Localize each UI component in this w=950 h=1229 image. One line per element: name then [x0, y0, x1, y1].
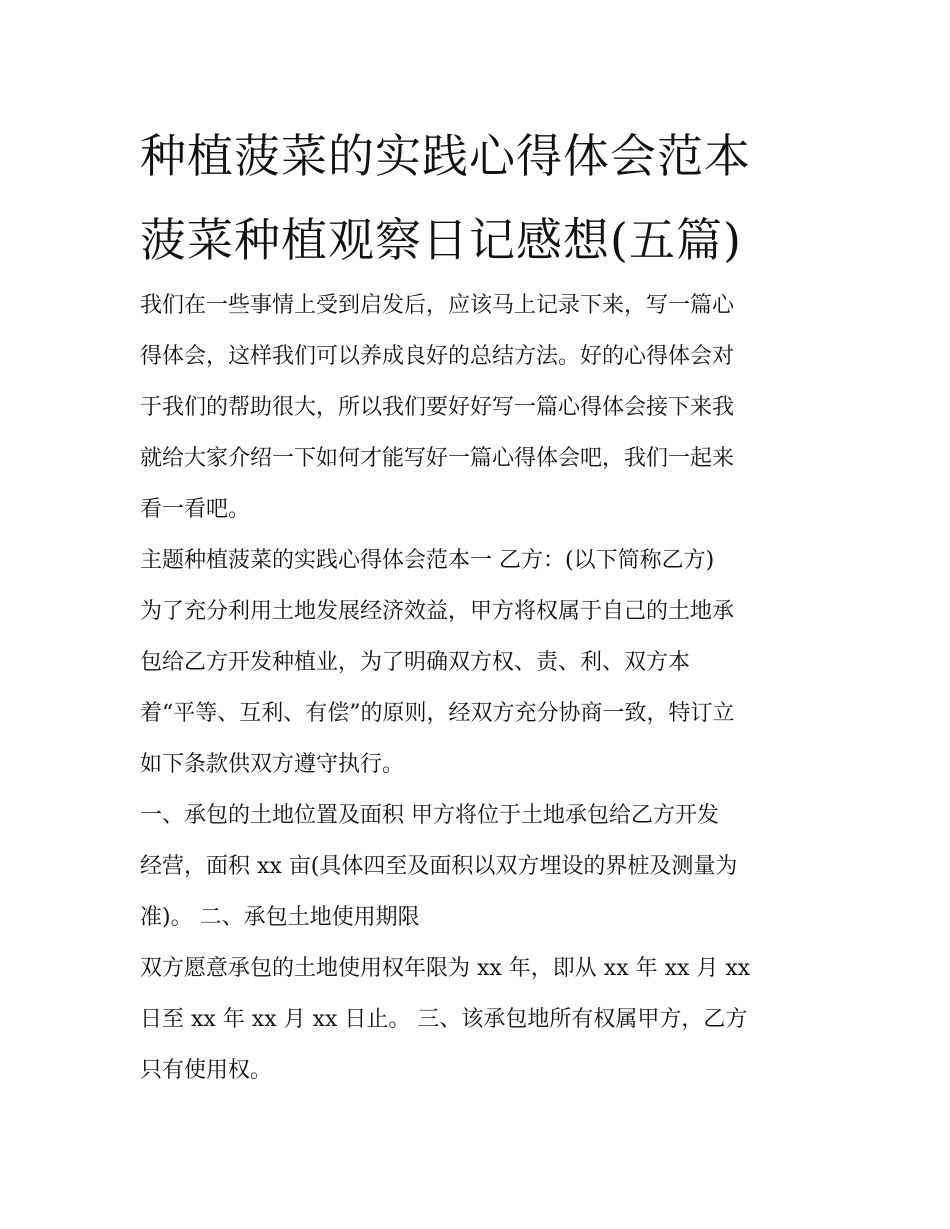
body-line: 着“平等、互利、有偿”的原则，经双方充分协商一致，特订立: [140, 701, 735, 726]
body-line: 准)。 二、承包土地使用期限: [140, 905, 420, 930]
title-line: 菠菜种植观察日记感想(五篇): [140, 213, 742, 267]
body-line: 经营，面积 xx 亩(具体四至及面积以双方埋设的界桩及测量为: [140, 854, 738, 879]
document-body: [140, 280, 820, 1096]
body-line: 为了充分利用土地发展经济效益，甲方将权属于自己的土地承: [140, 599, 735, 624]
title-line: 种植菠菜的实践心得体会范本: [140, 129, 751, 183]
body-line: 就给大家介绍一下如何才能写好一篇心得体会吧，我们一起来: [140, 446, 735, 471]
document-title: [140, 114, 840, 282]
body-line: 只有使用权。: [140, 1058, 273, 1083]
body-line: 一、承包的土地位置及面积 甲方将位于土地承包给乙方开发: [140, 803, 719, 828]
body-line: 得体会，这样我们可以养成良好的总结方法。好的心得体会对: [140, 344, 735, 369]
body-line: 于我们的帮助很大，所以我们要好好写一篇心得体会接下来我: [140, 395, 735, 420]
body-line: 包给乙方开发种植业，为了明确双方权、责、利、双方本: [140, 650, 691, 675]
body-line: 日至 xx 年 xx 月 xx 日止。 三、该承包地所有权属甲方，乙方: [140, 1007, 748, 1032]
body-line: 双方愿意承包的土地使用权年限为 xx 年，即从 xx 年 xx 月 xx: [140, 956, 751, 981]
body-line: 主题种植菠菜的实践心得体会范本一 乙方：(以下简称乙方): [140, 548, 715, 573]
body-line: 如下条款供双方遵守执行。: [140, 752, 405, 777]
body-line: 看一看吧。: [140, 497, 251, 522]
body-line: 我们在一些事情上受到启发后，应该马上记录下来，写一篇心: [140, 293, 735, 318]
